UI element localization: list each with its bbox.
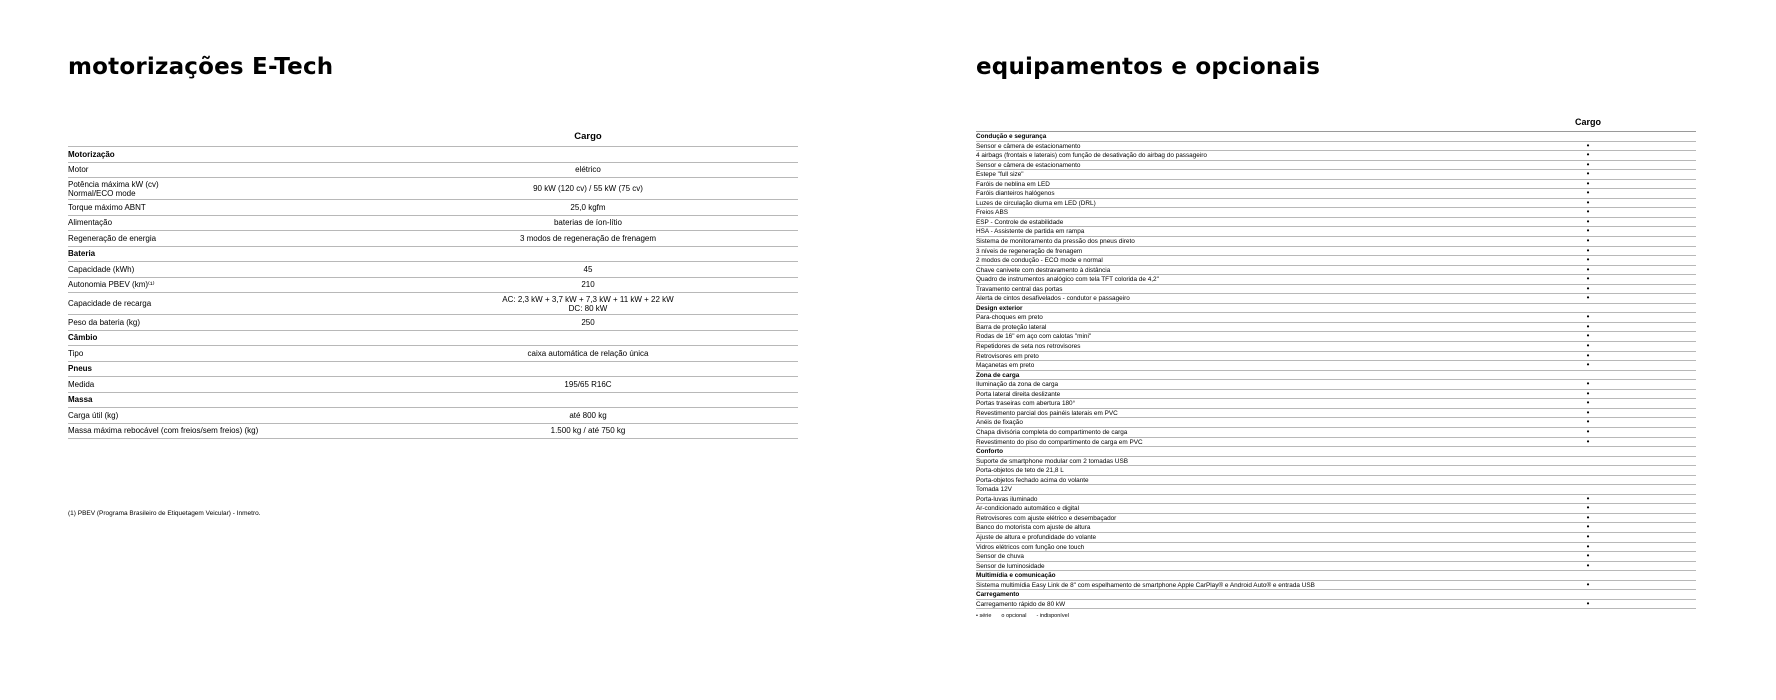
section-row [68, 247, 798, 263]
row-value: 45 [583, 264, 593, 274]
section-row [68, 331, 798, 347]
table-row [976, 476, 1696, 486]
row-value: • [1586, 551, 1590, 561]
table-row [976, 294, 1696, 304]
row-value: • [1586, 264, 1590, 274]
table-row [68, 216, 798, 232]
row-value: • [1586, 512, 1590, 522]
row-label: Sistema multimídia Easy Link de 8" com espelhamento de smartphone Apple CarPlay® e Android Auto® e entrada USB [976, 581, 1315, 589]
row-value: AC: 2,3 kW + 3,7 kW + 7,3 kW + 11 kW + 22 kW DC: 80 kW [502, 294, 674, 313]
row-label: Portas traseiras com abertura 180° [976, 400, 1076, 408]
row-value: • [1586, 522, 1590, 532]
row-value: • [1586, 216, 1590, 226]
equipment-table-header [976, 113, 1696, 132]
row-value: • [1586, 150, 1590, 160]
motorization-spec-table [68, 127, 798, 439]
row-label: Sensor e câmera de estacionamento [976, 161, 1081, 169]
row-label: Rodas de 16" em aço com calotas "mini" [976, 333, 1092, 341]
row-value: • [1586, 579, 1590, 589]
row-value: • [1586, 255, 1590, 265]
row-value: • [1586, 159, 1590, 169]
row-value: • [1586, 169, 1590, 179]
spec-table-header [68, 127, 798, 147]
row-value: • [1586, 560, 1590, 570]
table-row [68, 278, 798, 294]
row-value: • [1586, 178, 1590, 188]
row-label: Banco do motorista com ajuste de altura [976, 524, 1091, 532]
spec-table-body [68, 147, 798, 439]
legend-standard: • série [976, 613, 992, 619]
row-value: baterias de íon-lítio [553, 218, 623, 228]
row-label: Vidros elétricos com função one touch [976, 543, 1085, 551]
row-value: • [1586, 398, 1590, 408]
row-label: Retrovisores com ajuste elétrico e desembaçador [976, 514, 1117, 522]
row-label: Sistema de monitoramento da pressão dos pneus direto [976, 238, 1135, 246]
row-value: elétrico [575, 165, 601, 175]
row-value: • [1586, 274, 1590, 284]
row-label: Chapa divisória completa do compartimento de carga [976, 428, 1128, 436]
row-value: • [1586, 541, 1590, 551]
row-label: Revestimento parcial dos painéis laterais em PVC [976, 409, 1118, 417]
spec-column-header-cargo: Cargo [574, 131, 602, 142]
table-row [976, 581, 1696, 591]
equipment-table [976, 113, 1696, 609]
row-value: até 800 kg [569, 410, 607, 420]
row-value: 25,0 kgfm [570, 202, 606, 212]
table-row [68, 178, 798, 200]
row-value: 3 modos de regeneração de frenagem [519, 233, 657, 243]
row-value: • [1586, 207, 1590, 217]
row-label: Freios ABS [976, 209, 1008, 217]
row-value: • [1586, 350, 1590, 360]
section-row [68, 147, 798, 163]
row-label: Peso da bateria (kg) [68, 317, 141, 327]
row-label: Regeneração de energia [68, 233, 157, 243]
table-row [68, 408, 798, 424]
row-value: 195/65 R16C [564, 379, 612, 389]
legend [976, 613, 1069, 619]
row-value: 90 kW (120 cv) / 55 kW (75 cv) [533, 184, 643, 193]
row-label: Repetidores de seta nos retrovisores [976, 343, 1081, 351]
row-label: Capacidade (kWh) [68, 264, 135, 274]
row-value: • [1586, 503, 1590, 513]
row-label: Ar-condicionado automático e digital [976, 505, 1080, 513]
left-page-title: motorizações E-Tech [68, 54, 334, 80]
row-value: 1.500 kg / até 750 kg [550, 426, 626, 436]
row-value: • [1586, 598, 1590, 608]
row-value: • [1586, 293, 1590, 303]
equipment-table-body [976, 132, 1696, 609]
row-label: Iluminação da zona de carga [976, 381, 1059, 389]
table-row [68, 346, 798, 362]
table-row [976, 466, 1696, 476]
row-label: Faróis de neblina em LED [976, 180, 1050, 188]
row-label: 3 níveis de regeneração de frenagem [976, 247, 1083, 255]
section-row [976, 447, 1696, 457]
row-value: • [1586, 531, 1590, 541]
section-label: Massa [68, 395, 93, 405]
row-label: Faróis dianteiros halógenos [976, 190, 1055, 198]
section-row [68, 362, 798, 378]
row-label: Medida [68, 379, 95, 389]
section-label: Design exterior [976, 304, 1023, 312]
row-label: Sensor de luminosidade [976, 562, 1045, 570]
row-label: 4 airbags (frontais e laterais) com função de desativação do airbag do passageiro [976, 152, 1207, 160]
row-value: caixa automática de relação única [527, 348, 649, 358]
row-label: Autonomia PBEV (km)⁽¹⁾ [68, 280, 155, 290]
row-value: • [1586, 321, 1590, 331]
row-label: 2 modos de condução - ECO mode e normal [976, 257, 1103, 265]
row-value: • [1586, 493, 1590, 503]
row-value: • [1586, 245, 1590, 255]
row-label: HSA - Assistente de partida em rampa [976, 228, 1085, 236]
section-label: Bateria [68, 249, 96, 259]
row-label: Retrovisores em preto [976, 352, 1039, 360]
row-value: • [1586, 188, 1590, 198]
legend-unavailable: - indisponível [1036, 613, 1069, 619]
section-label: Condução e segurança [976, 133, 1047, 140]
row-label: Para-choques em preto [976, 314, 1043, 322]
row-label: Alerta de cintos desafivelados - condutor e passageiro [976, 295, 1130, 303]
section-label: Carregamento [976, 591, 1020, 599]
row-label: Barra de proteção lateral [976, 323, 1047, 331]
row-value: 210 [581, 280, 595, 290]
row-label: Chave canivete com destravamento à distância [976, 266, 1111, 274]
table-row [68, 262, 798, 278]
row-label: Tomada 12V [976, 486, 1012, 494]
row-value: • [1586, 426, 1590, 436]
row-label: Massa máxima rebocável (com freios/sem freios) (kg) [68, 426, 259, 436]
row-label: Alimentação [68, 218, 113, 228]
row-label: Revestimento do piso do compartimento de carga em PVC [976, 438, 1143, 446]
row-label: Porta-luvas iluminado [976, 495, 1038, 503]
row-value: • [1586, 331, 1590, 341]
row-value: • [1586, 197, 1590, 207]
table-row [976, 361, 1696, 371]
row-value: • [1586, 417, 1590, 427]
row-label: Suporte de smartphone modular com 2 tomadas USB [976, 457, 1129, 465]
row-label: Maçanetas em preto [976, 362, 1035, 370]
table-row [68, 424, 798, 440]
section-label: Pneus [68, 364, 93, 374]
row-label: ESP - Controle de estabilidade [976, 218, 1064, 226]
row-label: Travamento central das portas [976, 285, 1063, 293]
section-label: Multimídia e comunicação [976, 572, 1056, 580]
row-value: • [1586, 312, 1590, 322]
table-row [68, 200, 798, 216]
table-row [976, 562, 1696, 572]
row-value: • [1586, 436, 1590, 446]
table-row [68, 377, 798, 393]
row-label: Estepe "full size" [976, 171, 1024, 179]
row-label: Carregamento rápido de 80 kW [976, 600, 1066, 608]
row-label: Sensor de chuva [976, 553, 1024, 561]
row-value: • [1586, 407, 1590, 417]
row-label: Quadro de instrumentos analógico com tela TFT colorida de 4,2" [976, 276, 1159, 284]
row-label: Capacidade de recarga [68, 299, 152, 308]
row-value: • [1586, 140, 1590, 150]
legend-optional: o opcional [1001, 613, 1027, 619]
row-label: Porta-objetos de teto de 21,8 L [976, 467, 1064, 475]
table-row [68, 231, 798, 247]
table-row [976, 600, 1696, 610]
row-label: Carga útil (kg) [68, 410, 119, 420]
row-value: • [1586, 226, 1590, 236]
table-row [68, 163, 798, 179]
row-value: • [1586, 341, 1590, 351]
row-label: Sensor e câmera de estacionamento [976, 142, 1081, 150]
row-label: Porta lateral direita deslizante [976, 390, 1061, 398]
row-label: Anéis de fixação [976, 419, 1023, 427]
section-label: Zona de carga [976, 371, 1020, 379]
row-label: Motor [68, 165, 89, 175]
section-row [68, 393, 798, 409]
row-value: • [1586, 283, 1590, 293]
footnote: (1) PBEV (Programa Brasileiro de Etiquetagem Veicular) - Inmetro. [68, 510, 261, 517]
row-value: • [1586, 236, 1590, 246]
section-label: Câmbio [68, 333, 98, 343]
row-label: Torque máximo ABNT [68, 202, 146, 212]
right-page-title: equipamentos e opcionais [976, 54, 1321, 80]
table-row [976, 457, 1696, 467]
section-label: Motorização [68, 149, 115, 159]
equipment-column-header-cargo: Cargo [1574, 117, 1601, 127]
row-value: • [1586, 388, 1590, 398]
row-value: • [1586, 379, 1590, 389]
row-label: Luzes de circulação diurna em LED (DRL) [976, 199, 1096, 207]
row-label: Tipo [68, 348, 84, 358]
section-label: Conforto [976, 448, 1003, 456]
row-label: Ajuste de altura e profundidade do volante [976, 533, 1097, 541]
row-value: 250 [581, 317, 595, 327]
table-row [68, 315, 798, 331]
row-value: • [1586, 360, 1590, 370]
row-label: Potência máxima kW (cv) Normal/ECO mode [68, 179, 159, 198]
table-row [976, 438, 1696, 448]
row-label: Porta-objetos fechado acima do volante [976, 476, 1089, 484]
table-row [68, 293, 798, 315]
